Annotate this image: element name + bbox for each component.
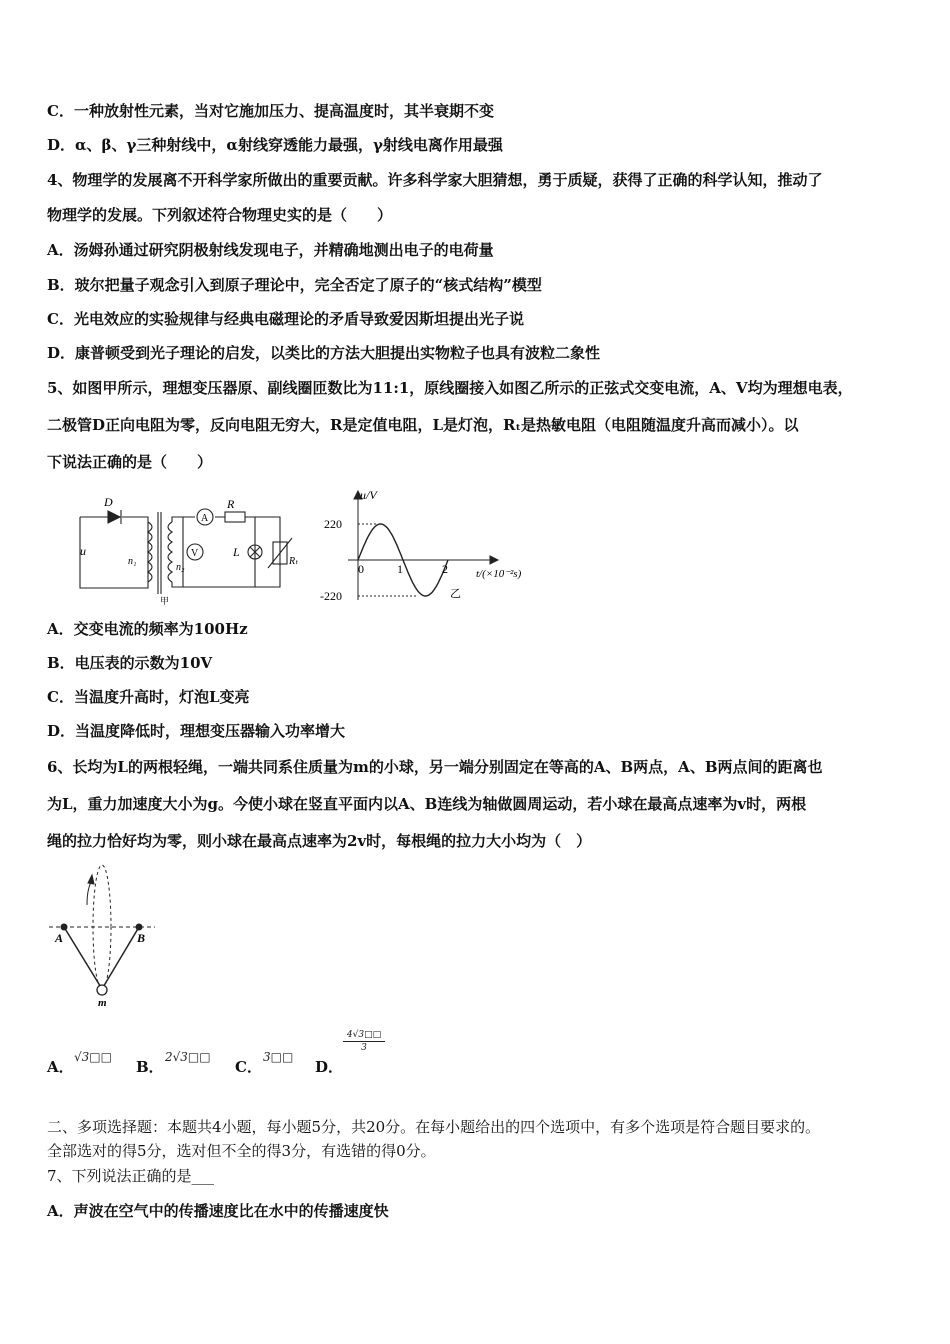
label-d: D xyxy=(104,495,113,509)
q5-stem-3: 下说法正确的是（ ） xyxy=(47,453,213,471)
q5-option-a: A．交变电流的频率为100Hz xyxy=(47,620,248,638)
y-tick-max: 220 xyxy=(324,517,342,531)
label-jia: 甲 xyxy=(160,596,170,606)
fraction-bar xyxy=(343,1041,385,1042)
label-yi: 乙 xyxy=(450,588,461,600)
q6-stem-3: 绳的拉力恰好均为零，则小球在最高点速率为2v时，每根绳的拉力大小均为（ ） xyxy=(47,832,592,850)
point-b: B xyxy=(137,931,146,945)
q6-option-b-formula: 2√3□□ xyxy=(165,1050,211,1064)
q4-stem-1: 4、物理学的发展离不开科学家所做出的重要贡献。许多科学家大胆猜想，勇于质疑，获得了正确的科学认知，推动了 xyxy=(47,171,823,189)
q6-option-d-label: D． xyxy=(315,1058,344,1076)
q7-option-a: A．声波在空气中的传播速度比在水中的传播速度快 xyxy=(47,1202,389,1220)
q5-option-b: B．电压表的示数为10V xyxy=(47,654,213,672)
q4-stem-2: 物理学的发展。下列叙述符合物理史实的是（ ） xyxy=(47,206,393,224)
label-n1: n₁ xyxy=(128,556,137,567)
ball-m: m xyxy=(98,997,107,1008)
q6-option-a-formula: √3□□ xyxy=(74,1050,112,1064)
y-tick-min: -220 xyxy=(320,589,342,603)
q4-option-b: B．玻尔把量子观念引入到原子理论中，完全否定了原子的“核式结构”模型 xyxy=(47,276,542,294)
point-a: A xyxy=(55,931,64,945)
section2-heading-2: 全部选对的得5分，选对但不全的得3分，有选错的得0分。 xyxy=(47,1142,436,1160)
x-axis-label: t/(×10⁻²s) xyxy=(476,568,522,580)
q4-option-d: D．康普顿受到光子理论的启发，以类比的方法大胆提出实物粒子也具有波粒二象性 xyxy=(47,344,601,362)
x-axis-arrow xyxy=(490,556,498,564)
label-ammeter: A xyxy=(201,513,209,524)
q5-stem-2: 二极管D正向电阻为零，反向电阻无穷大，R是定值电阻，L是灯泡，Rₜ是热敏电阻（电阻随温度升高而减小）。以 xyxy=(47,416,799,434)
q3-option-c: C．一种放射性元素，当对它施加压力、提高温度时，其半衰期不变 xyxy=(47,102,494,120)
label-u: u xyxy=(80,544,86,558)
q4-option-c: C．光电效应的实验规律与经典电磁理论的矛盾导致爱因斯坦提出光子说 xyxy=(47,310,524,328)
q4-option-a: A．汤姆孙通过研究阴极射线发现电子，并精确地测出电子的电荷量 xyxy=(47,241,494,259)
q6-stem-2: 为L，重力加速度大小为g。今使小球在竖直平面内以A、B连线为轴做圆周运动，若小球在最高点速率为v时，两根 xyxy=(47,795,807,813)
fraction-denominator: 3 xyxy=(361,1043,367,1053)
label-n2: n₂ xyxy=(176,562,185,573)
label-lamp: L xyxy=(233,545,240,559)
q6-option-d-fraction xyxy=(343,1030,385,1053)
sine-graph xyxy=(318,485,543,605)
q5-option-c: C．当温度升高时，灯泡L变亮 xyxy=(47,688,250,706)
circuit-diagram xyxy=(70,492,310,607)
q6-option-a-label: A． xyxy=(47,1058,74,1076)
q5-stem-1: 5、如图甲所示，理想变压器原、副线圈匝数比为11:1，原线圈接入如图乙所示的正弦式交变电流，A、V均为理想电表， xyxy=(47,379,853,397)
section2-heading-1: 二、多项选择题：本题共4小题，每小题5分，共20分。在每小题给出的四个选项中，有多个选项是符合题目要求的。 xyxy=(47,1118,821,1136)
q5-option-d: D．当温度降低时，理想变压器输入功率增大 xyxy=(47,722,346,740)
x-tick-2: 2 xyxy=(442,562,448,576)
fraction-numerator: 4√3□□ xyxy=(346,1030,382,1040)
q3-option-d: D．α、β、γ三种射线中，α射线穿透能力最强，γ射线电离作用最强 xyxy=(47,136,503,154)
q6-option-c-label: C． xyxy=(235,1058,262,1076)
q6-stem-1: 6、长均为L的两根轻绳，一端共同系住质量为m的小球，另一端分别固定在等高的A、B两点，A、B两点间的距离也 xyxy=(47,758,823,776)
label-rt: Rₜ xyxy=(289,556,299,567)
y-axis-label: u/V xyxy=(360,488,377,502)
q6-option-b-label: B． xyxy=(136,1058,164,1076)
label-r: R xyxy=(227,497,235,511)
x-tick-0: 0 xyxy=(358,562,364,576)
q7-stem: 7、下列说法正确的是___ xyxy=(47,1167,215,1185)
q6-figure xyxy=(47,860,162,1008)
label-voltmeter: V xyxy=(191,548,199,559)
q6-option-c-formula: 3□□ xyxy=(263,1050,294,1064)
x-tick-1: 1 xyxy=(397,562,403,576)
